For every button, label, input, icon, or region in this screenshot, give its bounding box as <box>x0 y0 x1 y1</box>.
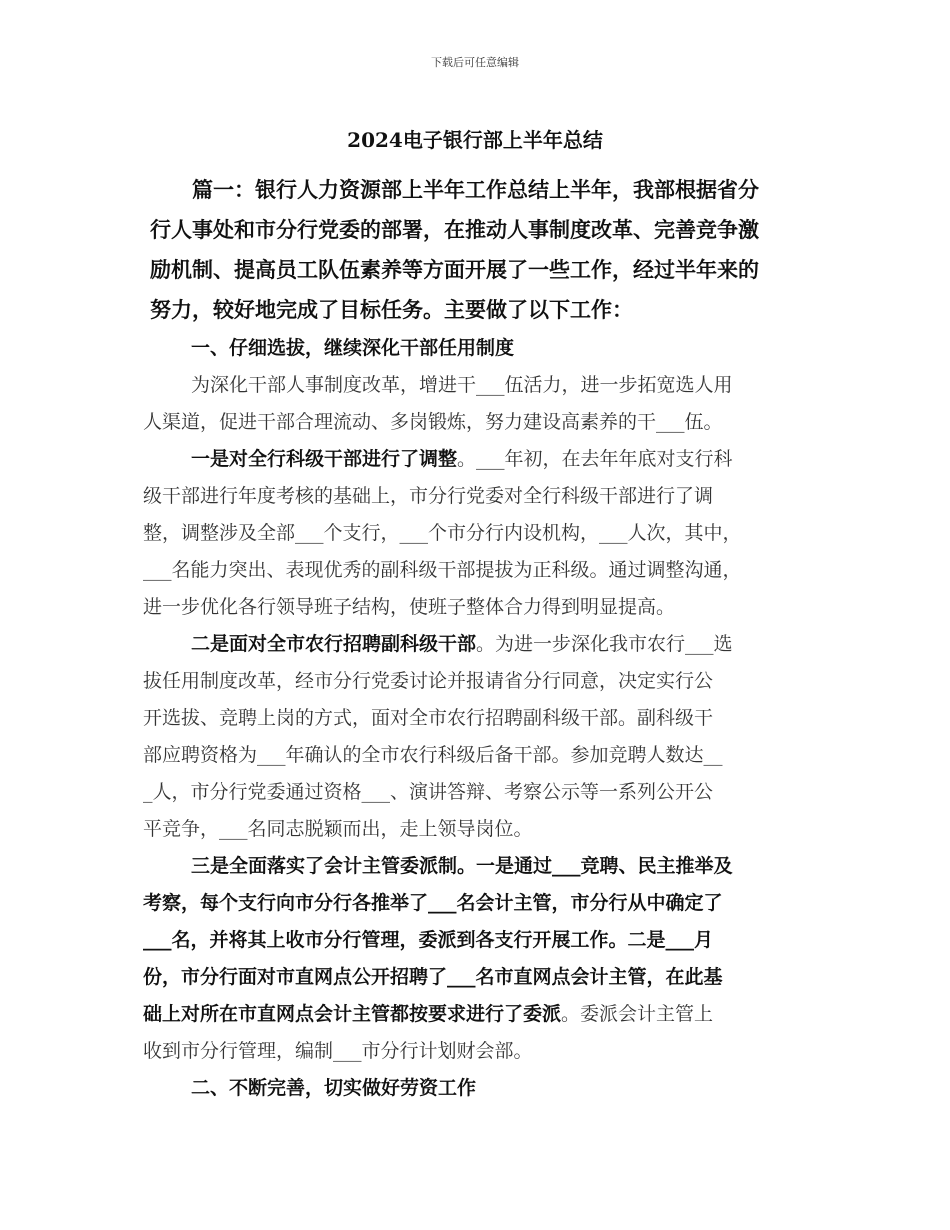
paragraph-line: 部应聘资格为___年确认的全市农行科级后备干部。参加竞聘人数达__ <box>143 744 723 766</box>
paragraph-text: 。委派会计主管上 <box>561 1003 714 1025</box>
paragraph-text: 。为进一步深化我市农行___选 <box>476 633 733 655</box>
paragraph-line: ___名能力突出、表现优秀的副科级干部提拔为正科级。通过调整沟通， <box>143 559 742 581</box>
document-body <box>143 330 821 1107</box>
paragraph-bold-text: 础上对所在市直网点会计主管都按要求进行了委派 <box>143 1003 562 1025</box>
paragraph-4 <box>143 848 821 1070</box>
paragraph-line: 三是全面落实了会计主管委派制。一是通过___竞聘、民主推举及 <box>191 855 733 877</box>
paragraph-line: 级干部进行年度考核的基础上，市分行党委对全行科级干部进行了调 <box>143 485 714 507</box>
paragraph-line: 平竞争，___名同志脱颖而出，走上领导岗位。 <box>143 818 533 840</box>
intro-line: 行人事处和市分行党委的部署，在推动人事制度改革、完善竞争激 <box>150 217 759 242</box>
paragraph-line: _人，市分行党委通过资格___、演讲答辩、考察公示等一系列公开公 <box>143 781 714 803</box>
paragraph-line: 收到市分行管理，编制___市分行计划财会部。 <box>143 1040 533 1062</box>
paragraph-1 <box>143 367 821 441</box>
section-heading-2: 二、不断完善，切实做好劳资工作 <box>191 1077 477 1099</box>
paragraph-lead: 一是对全行科级干部进行了调整 <box>191 448 458 470</box>
paragraph-line: 进一步优化各行领导班子结构，使班子整体合力得到明显提高。 <box>143 596 676 618</box>
paragraph-line <box>143 441 821 478</box>
intro-line: 励机制、提高员工队伍素养等方面开展了一些工作，经过半年来的 <box>150 257 759 282</box>
intro-line: 篇一：银行人力资源部上半年工作总结上半年，我部根据省分 <box>192 177 759 202</box>
intro-line: 努力，较好地完成了目标任务。主要做了以下工作： <box>150 297 633 322</box>
paragraph-line: 为深化干部人事制度改革，增进干___伍活力，进一步拓宽选人用 <box>191 374 733 396</box>
paragraph-line: 整，调整涉及全部___个支行，___个市分行内设机构，___人次，其中， <box>143 522 742 544</box>
paragraph-line: ___名，并将其上收市分行管理，委派到各支行开展工作。二是___月 <box>143 929 714 951</box>
section-heading-1: 一、仔细选拔，继续深化干部任用制度 <box>191 337 515 359</box>
paragraph-text: 。___年初，在去年年底对支行科 <box>457 448 733 470</box>
paragraph-line: 拔任用制度改革，经市分行党委讨论并报请省分行同意，决定实行公 <box>143 670 714 692</box>
paragraph-2 <box>143 441 821 626</box>
intro-paragraph <box>150 170 820 330</box>
header-note: 下载后可任意编辑 <box>431 56 519 69</box>
paragraph-line: 考察，每个支行向市分行各推举了___名会计主管，市分行从中确定了 <box>143 892 723 914</box>
paragraph-3 <box>143 626 821 848</box>
paragraph-line: 开选拔、竞聘上岗的方式，面对全市农行招聘副科级干部。副科级干 <box>143 707 714 729</box>
paragraph-line: 份，市分行面对市直网点公开招聘了___名市直网点会计主管，在此基 <box>143 966 723 988</box>
paragraph-line <box>143 996 821 1033</box>
paragraph-lead: 二是面对全市农行招聘副科级干部 <box>191 633 477 655</box>
document-title: 2024电子银行部上半年总结 <box>347 128 603 152</box>
paragraph-line: 人渠道，促进干部合理流动、多岗锻炼，努力建设高素养的干___伍。 <box>143 411 723 433</box>
paragraph-line <box>143 626 821 663</box>
